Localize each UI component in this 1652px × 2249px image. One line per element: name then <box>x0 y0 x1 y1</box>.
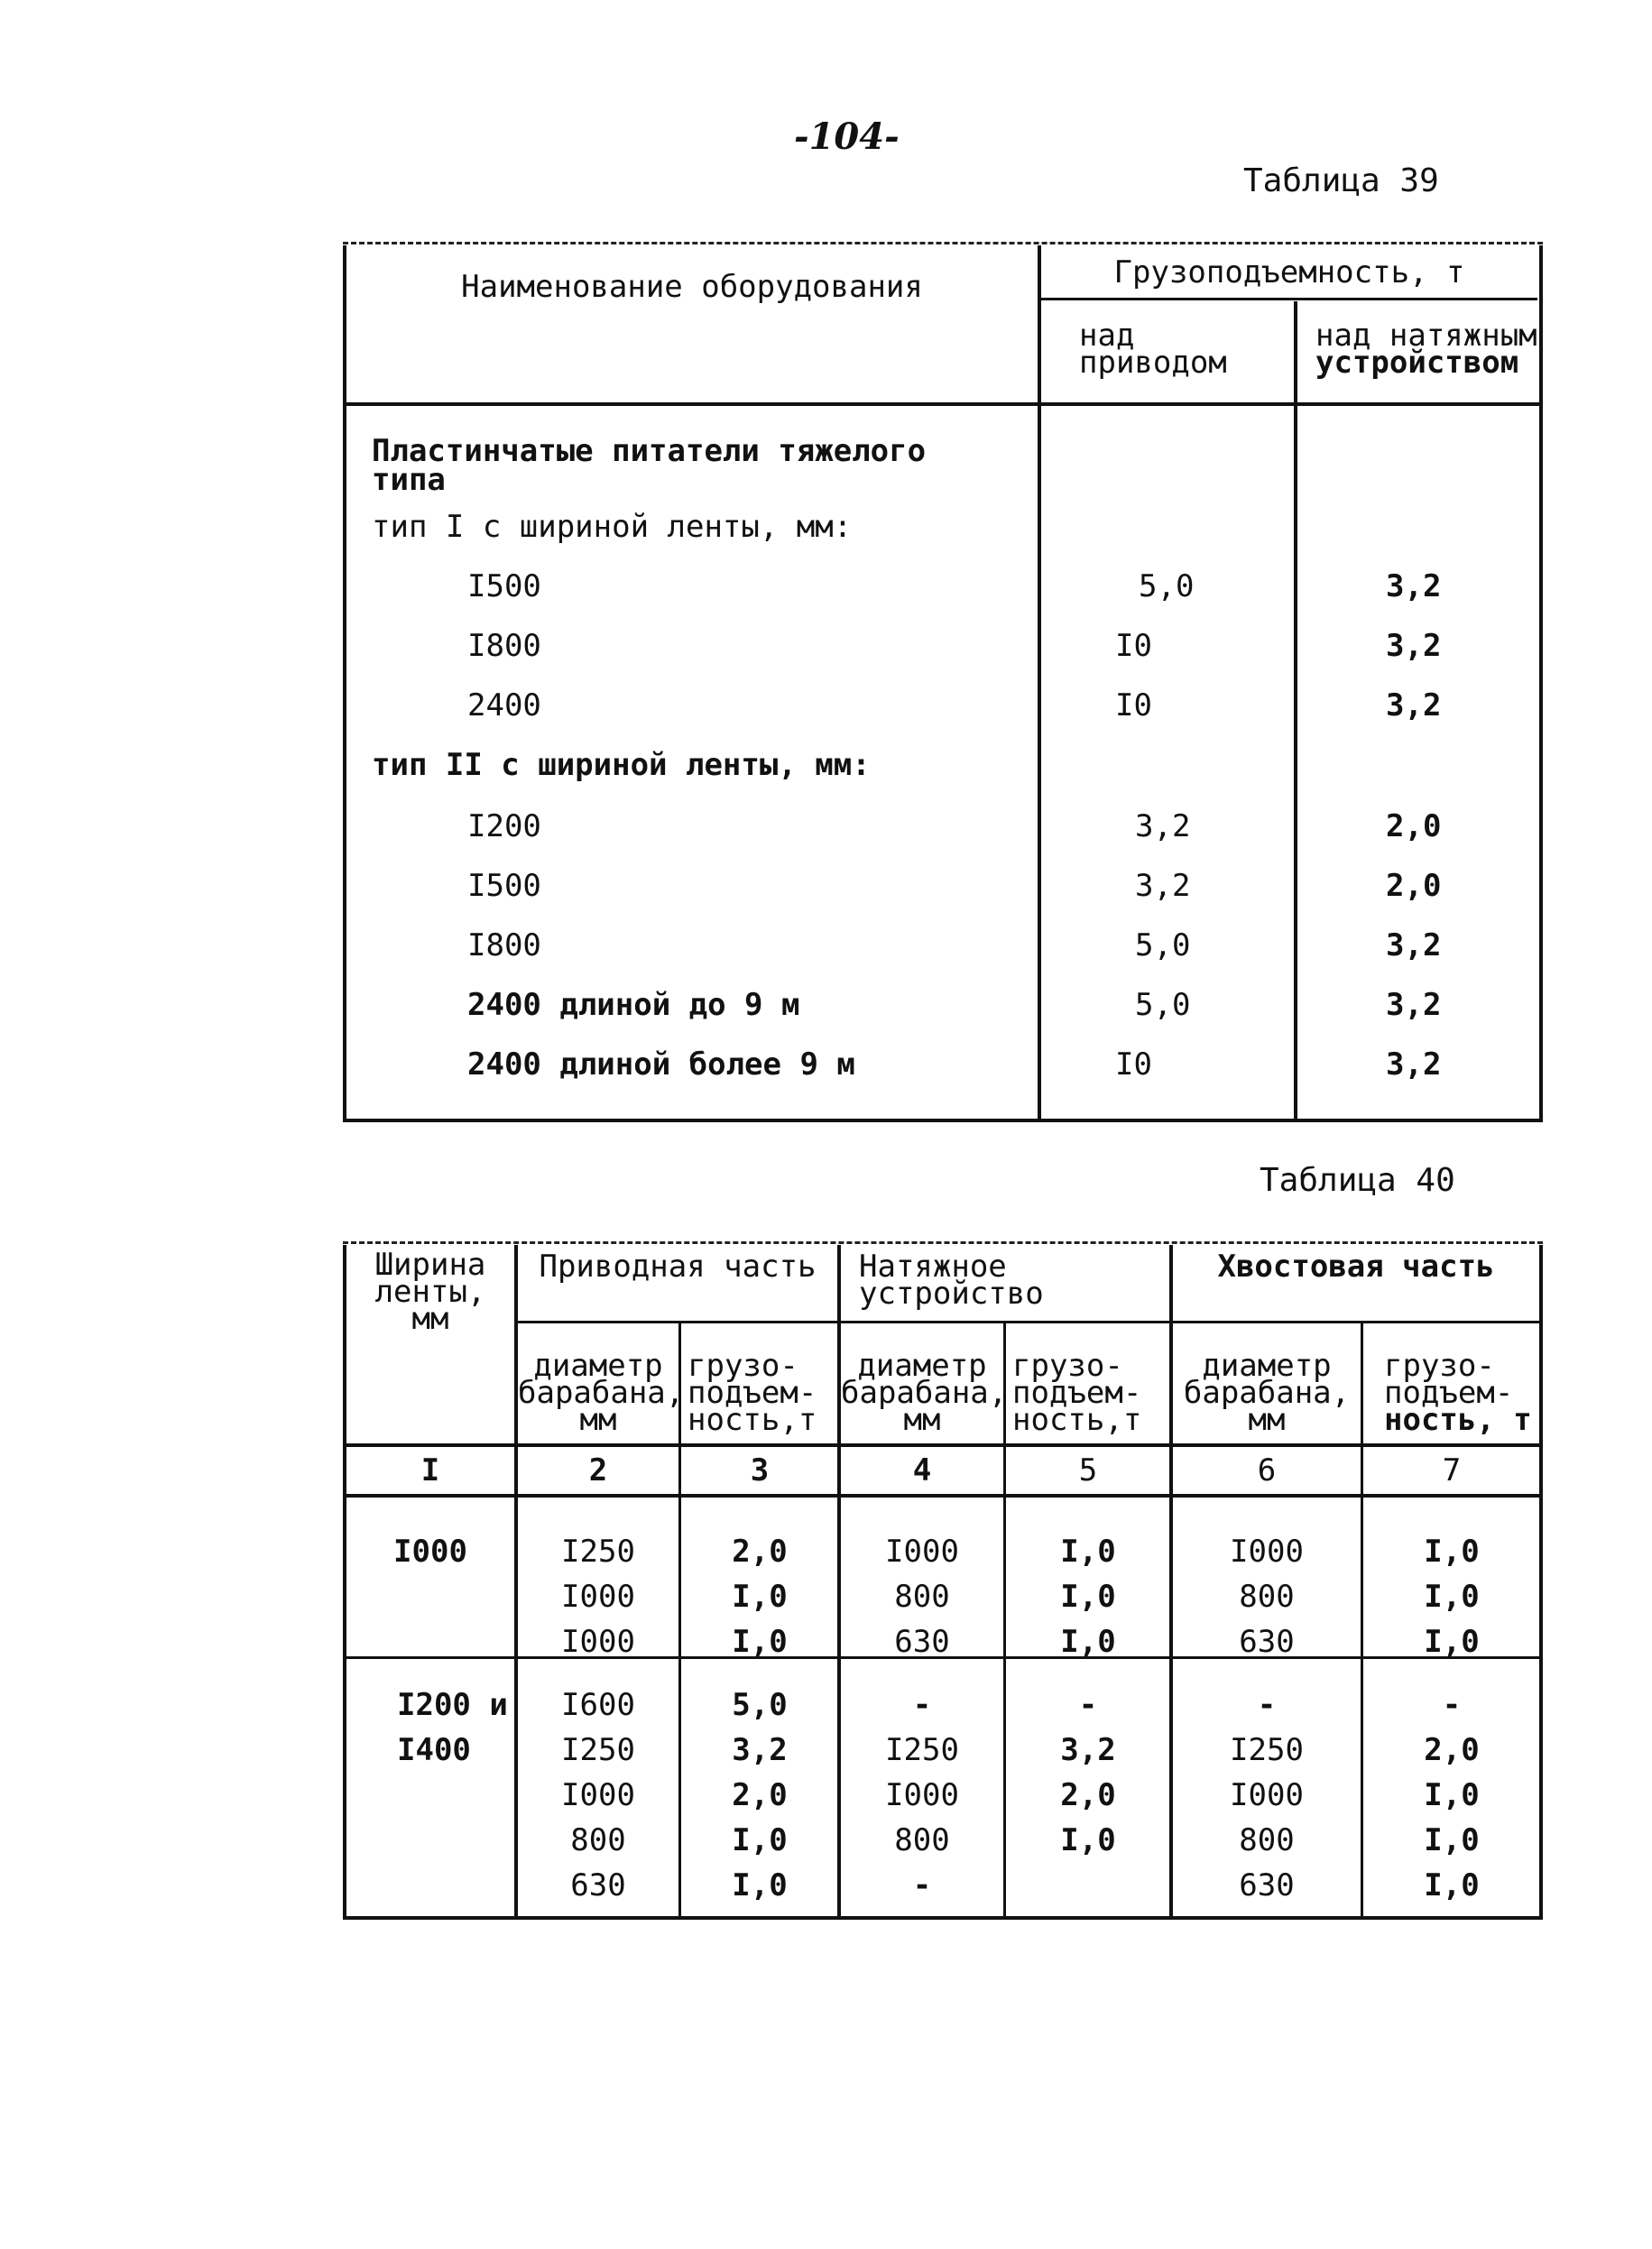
tension-drum-diameter: 630 <box>894 1624 950 1660</box>
header-capacity: грузо- <box>1012 1348 1123 1384</box>
header-over-tension-2: устройством <box>1315 345 1519 381</box>
header-capacity: грузо- <box>1384 1348 1495 1384</box>
tension-capacity: I,0 <box>1060 1624 1116 1660</box>
table-40-divider-6 <box>1361 1323 1363 1916</box>
tail-drum-diameter: I000 <box>1230 1534 1304 1570</box>
header-width-1: Ширина <box>374 1247 486 1283</box>
tension-capacity: I,0 <box>1060 1534 1116 1570</box>
type1-drive: 5,0 <box>1139 568 1195 604</box>
header-tail-part: Хвостовая часть <box>1217 1249 1495 1285</box>
header-drum-diameter: диаметр <box>857 1348 987 1384</box>
type1-tension: 3,2 <box>1386 568 1442 604</box>
page-number: -104- <box>794 115 900 158</box>
drive-drum-diameter: I250 <box>561 1534 635 1570</box>
header-drum-diameter: мм <box>579 1402 617 1438</box>
header-capacity: ность,т <box>1012 1402 1142 1438</box>
tail-drum-diameter: I250 <box>1230 1732 1304 1768</box>
header-tension-device-1: Натяжное <box>859 1249 1007 1285</box>
column-number: I <box>420 1452 440 1489</box>
tension-drum-diameter: I250 <box>885 1732 959 1768</box>
feeders-title-2: типа <box>372 462 446 498</box>
type1-tension: 3,2 <box>1386 687 1442 724</box>
drive-drum-diameter: I000 <box>561 1579 635 1615</box>
table-39-right-border <box>1539 245 1543 1122</box>
tension-capacity: 2,0 <box>1060 1777 1116 1813</box>
tail-drum-diameter: - <box>1257 1687 1277 1723</box>
header-drive-part: Приводная часть <box>539 1249 817 1285</box>
type2-tension: 2,0 <box>1386 808 1442 844</box>
type-1-label: тип I с шириной ленты, мм: <box>372 509 853 545</box>
tension-capacity: - <box>1078 1687 1098 1723</box>
tail-capacity: - <box>1442 1687 1462 1723</box>
table-40-divider-4 <box>1003 1323 1006 1916</box>
tension-capacity: I,0 <box>1060 1579 1116 1615</box>
header-drum-diameter: мм <box>1248 1402 1286 1438</box>
tail-capacity: I,0 <box>1424 1822 1480 1858</box>
table-39-capacity-underline <box>1039 298 1537 300</box>
type1-drive: I0 <box>1115 628 1152 664</box>
header-over-drive-2: приводом <box>1079 345 1227 381</box>
table-39-header-bottom <box>345 402 1539 406</box>
drive-capacity: 5,0 <box>732 1687 788 1723</box>
table-39-top-border <box>343 242 1543 244</box>
tension-drum-diameter: I000 <box>885 1534 959 1570</box>
tension-drum-diameter: I000 <box>885 1777 959 1813</box>
tail-capacity: I,0 <box>1424 1579 1480 1615</box>
header-capacity: подъем- <box>1384 1375 1514 1411</box>
tail-capacity: I,0 <box>1424 1867 1480 1903</box>
type2-drive: 3,2 <box>1135 808 1191 844</box>
tail-capacity: I,0 <box>1424 1777 1480 1813</box>
table-39-bottom-border <box>343 1119 1543 1122</box>
drive-drum-diameter: I000 <box>561 1624 635 1660</box>
table-40-header-bottom <box>345 1443 1539 1447</box>
tension-drum-diameter: 800 <box>894 1579 950 1615</box>
drive-drum-diameter: 630 <box>570 1867 626 1903</box>
column-number: 6 <box>1257 1452 1277 1489</box>
type1-width: 2400 <box>467 687 541 724</box>
tail-drum-diameter: 630 <box>1239 1624 1295 1660</box>
type2-width: I500 <box>467 868 541 904</box>
type2-width: I800 <box>467 927 541 963</box>
drive-capacity: 2,0 <box>732 1534 788 1570</box>
header-capacity: ность, т <box>1384 1402 1532 1438</box>
header-over-tension-1: над натяжным <box>1315 318 1537 354</box>
table-39-divider-2 <box>1294 301 1297 1119</box>
header-drum-diameter: барабана, <box>518 1375 685 1411</box>
type1-drive: I0 <box>1115 687 1152 724</box>
drive-drum-diameter: I600 <box>561 1687 635 1723</box>
drive-capacity: 2,0 <box>732 1777 788 1813</box>
type2-drive: I0 <box>1115 1046 1152 1083</box>
column-number: 4 <box>912 1452 932 1489</box>
column-number: 7 <box>1442 1452 1462 1489</box>
feeders-title-1: Пластинчатые питатели тяжелого <box>372 433 927 469</box>
header-drum-diameter: барабана, <box>841 1375 1008 1411</box>
tension-capacity: I,0 <box>1060 1822 1116 1858</box>
tension-capacity: 3,2 <box>1060 1732 1116 1768</box>
column-number: 3 <box>750 1452 770 1489</box>
tension-drum-diameter: - <box>912 1867 932 1903</box>
header-drum-diameter: диаметр <box>533 1348 663 1384</box>
type2-drive: 3,2 <box>1135 868 1191 904</box>
type2-tension: 3,2 <box>1386 1046 1442 1083</box>
table-40-group-underline <box>516 1321 1539 1323</box>
header-width-2: ленты, <box>374 1274 486 1310</box>
type2-tension: 2,0 <box>1386 868 1442 904</box>
drive-capacity: I,0 <box>732 1624 788 1660</box>
table-39-left-border <box>343 245 346 1122</box>
type2-width: I200 <box>467 808 541 844</box>
drive-drum-diameter: 800 <box>570 1822 626 1858</box>
type2-tension: 3,2 <box>1386 927 1442 963</box>
table-40-bottom-border <box>343 1916 1543 1920</box>
header-equipment-name: Наименование оборудования <box>461 269 923 305</box>
header-drum-diameter: барабана, <box>1183 1375 1351 1411</box>
type1-width: I800 <box>467 628 541 664</box>
header-lifting-capacity: Грузоподъемность, т <box>1113 254 1465 290</box>
tension-drum-diameter: - <box>912 1687 932 1723</box>
type2-drive: 5,0 <box>1135 987 1191 1023</box>
type2-width: 2400 длиной до 9 м <box>467 987 800 1023</box>
table-40-right-border <box>1539 1245 1543 1920</box>
header-over-drive-1: над <box>1079 318 1135 354</box>
type1-tension: 3,2 <box>1386 628 1442 664</box>
type2-tension: 3,2 <box>1386 987 1442 1023</box>
drive-capacity: I,0 <box>732 1867 788 1903</box>
drive-capacity: I,0 <box>732 1822 788 1858</box>
tail-capacity: I,0 <box>1424 1534 1480 1570</box>
tail-capacity: I,0 <box>1424 1624 1480 1660</box>
header-capacity: подъем- <box>1012 1375 1142 1411</box>
tail-drum-diameter: 800 <box>1239 1579 1295 1615</box>
header-drum-diameter: мм <box>903 1402 941 1438</box>
drive-drum-diameter: I250 <box>561 1732 635 1768</box>
tail-drum-diameter: I000 <box>1230 1777 1304 1813</box>
tail-drum-diameter: 800 <box>1239 1822 1295 1858</box>
header-capacity: подъем- <box>688 1375 817 1411</box>
type-2-label: тип II с шириной ленты, мм: <box>372 747 871 783</box>
header-capacity: грузо- <box>688 1348 798 1384</box>
drive-capacity: 3,2 <box>732 1732 788 1768</box>
header-tension-device-2: устройство <box>859 1276 1044 1312</box>
drive-drum-diameter: I000 <box>561 1777 635 1813</box>
type1-width: I500 <box>467 568 541 604</box>
tension-drum-diameter: 800 <box>894 1822 950 1858</box>
type2-width: 2400 длиной более 9 м <box>467 1046 855 1083</box>
column-number: 2 <box>588 1452 608 1489</box>
tail-drum-diameter: 630 <box>1239 1867 1295 1903</box>
group1-width: I000 <box>393 1534 467 1570</box>
header-width-3: мм <box>411 1301 449 1337</box>
group2-width-2: I400 <box>397 1732 471 1768</box>
header-capacity: ность,т <box>688 1402 817 1438</box>
table-39-divider-1 <box>1038 245 1041 1122</box>
group2-width-1: I200 и <box>397 1687 508 1723</box>
tail-capacity: 2,0 <box>1424 1732 1480 1768</box>
header-drum-diameter: диаметр <box>1202 1348 1332 1384</box>
table-40-top-border <box>343 1241 1543 1244</box>
drive-capacity: I,0 <box>732 1579 788 1615</box>
type2-drive: 5,0 <box>1135 927 1191 963</box>
table-40-caption: Таблица 40 <box>1260 1162 1455 1199</box>
table-40-numbers-bottom <box>345 1494 1539 1498</box>
table-40-divider-2 <box>678 1323 681 1916</box>
table-40-left-border <box>343 1245 346 1920</box>
column-number: 5 <box>1078 1452 1098 1489</box>
table-39-caption: Таблица 39 <box>1243 162 1439 199</box>
